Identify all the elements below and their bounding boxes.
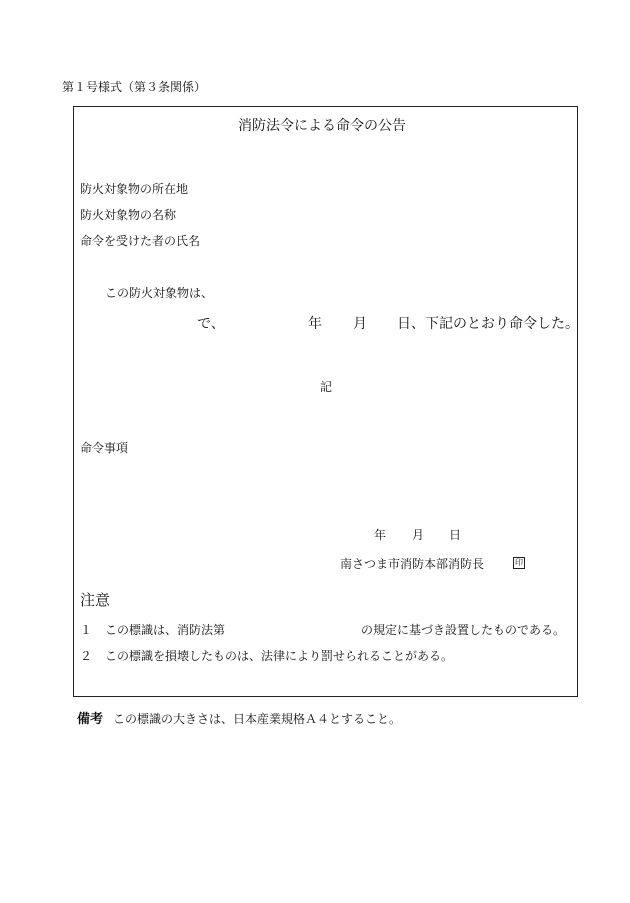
- remark-label: 備考: [77, 712, 104, 727]
- statement-year: 年: [308, 316, 322, 332]
- ki-heading: 記: [320, 380, 333, 394]
- statement-line-1: この防火対象物は、: [105, 286, 214, 300]
- notes-heading: 注意: [80, 591, 111, 609]
- statement-day-suffix: 日、下記のとおり命令した。: [397, 316, 579, 332]
- statement-de: で、: [197, 316, 225, 332]
- date-day: 日: [449, 528, 462, 542]
- note-2-number: ２: [80, 649, 93, 663]
- location-label: 防火対象物の所在地: [80, 182, 189, 196]
- note-1-number: １: [80, 623, 93, 637]
- date-month: 月: [412, 528, 425, 542]
- remark-text: この標識の大きさは、日本産業規格Ａ４とすること。: [113, 712, 402, 726]
- note-1-text-b: の規定に基づき設置したものである。: [361, 623, 566, 637]
- notice-title: 消防法令による命令の公告: [238, 118, 406, 134]
- order-items-label: 命令事項: [80, 441, 129, 455]
- note-2-text: この標識を損壊したものは、法律により罰せられることがある。: [105, 649, 454, 663]
- date-year: 年: [374, 528, 387, 542]
- seal-mark: 印: [515, 558, 523, 567]
- note-1-text-a: この標識は、消防法第: [105, 623, 226, 637]
- statement-month: 月: [353, 316, 367, 332]
- name-label: 防火対象物の名称: [80, 208, 177, 222]
- issuer-name: 南さつま市消防本部消防長: [340, 557, 485, 571]
- form-number: 第１号様式（第３条関係）: [62, 80, 207, 94]
- recipient-label: 命令を受けた者の氏名: [80, 234, 201, 248]
